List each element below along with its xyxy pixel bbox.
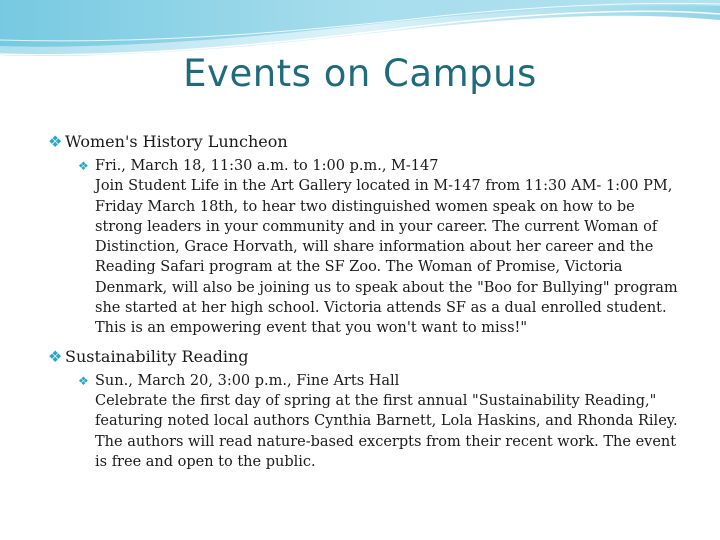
event-description-line: This is an empowering event that you won't want to miss!" (95, 320, 528, 337)
event-description-line: The authors will read nature-based excerpts from their recent work. The event (95, 433, 677, 450)
diamond-bullet-icon: ❖ (48, 346, 63, 366)
event-description-line: strong leaders in your community and in your career. The current Woman of (95, 218, 658, 235)
event-description-line: she started at her high school. Victoria attends SF as a dual enrolled student. (95, 300, 667, 317)
event-item (48, 345, 688, 369)
event-description-line: featuring noted local authors Cynthia Barnett, Lola Haskins, and Rhonda Riley. (95, 413, 678, 430)
diamond-bullet-icon: ❖ (48, 132, 63, 151)
event-details (78, 371, 688, 472)
event-when: Sun., March 20, 3:00 p.m., Fine Arts Hall (95, 372, 400, 389)
event-description-line: Join Student Life in the Art Gallery located in M-147 from 11:30 AM- 1:00 PM, (95, 178, 673, 195)
event-item (48, 130, 688, 154)
event-when: Fri., March 18, 11:30 a.m. to 1:00 p.m., M-147 (95, 158, 439, 174)
slide-title: Events on Campus (183, 52, 537, 95)
event-name: Women's History Luncheon (65, 132, 288, 151)
event-name: Sustainability Reading (65, 346, 249, 366)
diamond-bullet-icon: ❖ (78, 373, 89, 388)
diamond-bullet-icon: ❖ (78, 159, 89, 173)
event-list (48, 130, 688, 472)
event-description-line: Reading Safari program at the SF Zoo. The Woman of Promise, Victoria (95, 259, 623, 276)
event-description-line: Denmark, will also be joining us to speak about the "Boo for Bullying" program (95, 279, 678, 296)
event-description-line: Celebrate the first day of spring at the first annual "Sustainability Reading," (95, 392, 657, 409)
event-description-line: is free and open to the public. (95, 453, 316, 470)
event-description-line: Friday March 18th, to hear two distinguished women speak on how to be (95, 198, 635, 215)
event-description-line: Distinction, Grace Horvath, will share information about her career and the (95, 239, 654, 256)
header-wave-decoration (0, 0, 720, 60)
event-details (78, 156, 688, 339)
